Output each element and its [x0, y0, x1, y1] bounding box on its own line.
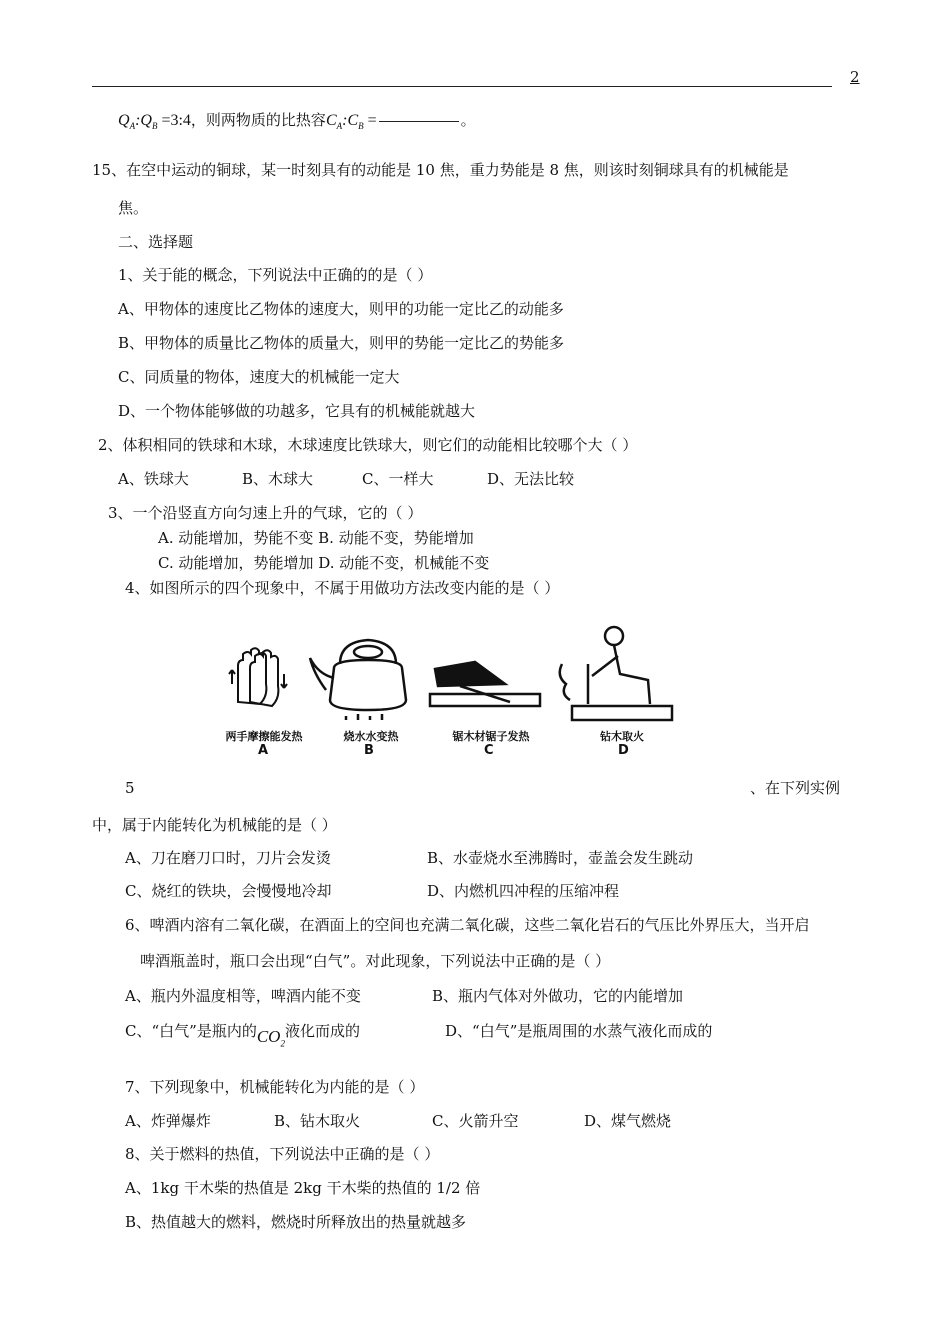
- q2-option-a: A、铁球大: [118, 470, 189, 488]
- question-7: 7、下列现象中，机械能转化为内能的是（ ）: [125, 1078, 425, 1096]
- q6-option-d: D、“白气”是瓶周围的水蒸气液化而成的: [445, 1022, 713, 1040]
- q14-formula: $Q_A:Q_B$ =3:4: [118, 112, 191, 132]
- q7-option-d: D、煤气燃烧: [584, 1112, 672, 1130]
- figure-letter-a: A: [258, 743, 269, 758]
- answer-blank: [379, 121, 459, 122]
- q1-option-c: C、同质量的物体，速度大的机械能一定大: [118, 368, 400, 386]
- section-title: 二、选择题: [118, 233, 194, 251]
- header-rule: [92, 86, 832, 87]
- question-2: 2、体积相同的铁球和木球，木球速度比铁球大，则它们的动能相比较哪个大（ ）: [98, 436, 638, 454]
- figure-illustrations: [210, 624, 690, 729]
- q14-formula-c: $C_A:C_B$ =: [325, 112, 377, 132]
- q3-options-cd: C. 动能增加，势能增加 D. 动能不变，机械能不变: [158, 554, 490, 572]
- question-5-number: 5: [125, 779, 135, 797]
- question-6-cont: 啤酒瓶盖时，瓶口会出现“白气”。对此现象，下列说法中正确的是（ ）: [140, 952, 611, 970]
- q1-option-a: A、甲物体的速度比乙物体的速度大，则甲的功能一定比乙的动能多: [118, 300, 564, 318]
- drilling-wood-icon: [560, 627, 672, 720]
- figure-label-d: 钻木取火: [600, 730, 644, 743]
- page-number: 2: [850, 68, 860, 86]
- q6-option-a: A、瓶内外温度相等，啤酒内能不变: [125, 987, 361, 1005]
- saw-icon: [430, 662, 540, 706]
- q1-option-d: D、一个物体能够做的功越多，它具有的机械能就越大: [118, 402, 476, 420]
- q1-option-b: B、甲物体的质量比乙物体的质量大，则甲的势能一定比乙的势能多: [118, 334, 565, 352]
- q14-tail: $Q_A:Q_B$ =3:4，则两物质的比热容$C_A:C_B$ = 。: [118, 111, 476, 132]
- figure-label-b: 烧水水变热: [343, 730, 399, 743]
- question-6: 6、啤酒内溶有二氧化碳，在酒面上的空间也充满二氧化碳，这些二氧化岩石的气压比外界压大，当开启: [125, 916, 810, 934]
- q5-option-a: A、刀在磨刀口时，刀片会发烫: [125, 849, 331, 867]
- q3-options-ab: A. 动能增加，势能不变 B. 动能不变，势能增加: [158, 529, 474, 547]
- q6-option-b: B、瓶内气体对外做功，它的内能增加: [432, 987, 684, 1005]
- q5-option-d: D、内燃机四冲程的压缩冲程: [427, 882, 620, 900]
- question-5: 中，属于内能转化为机械能的是（ ）: [92, 816, 337, 834]
- q8-option-a: A、1kg 干木柴的热值是 2kg 干木柴的热值的 1/2 倍: [125, 1179, 481, 1197]
- q7-option-b: B、钻木取火: [274, 1112, 361, 1130]
- hands-rubbing-icon: [229, 648, 287, 706]
- question-1: 1、关于能的概念，下列说法中正确的的是（ ）: [118, 266, 433, 284]
- q2-option-d: D、无法比较: [487, 470, 575, 488]
- figure-letter-c: C: [484, 743, 494, 758]
- q2-option-c: C、一样大: [362, 470, 434, 488]
- figure-label-a: 两手摩擦能发热: [225, 730, 303, 743]
- figure-letter-b: B: [364, 743, 374, 758]
- question-8: 8、关于燃料的热值，下列说法中正确的是（ ）: [125, 1145, 440, 1163]
- question-3: 3、一个沿竖直方向匀速上升的气球，它的（ ）: [108, 504, 423, 522]
- kettle-icon: [310, 640, 406, 720]
- q15: 15、在空中运动的铜球，某一时刻具有的动能是 10 焦，重力势能是 8 焦，则该时刻铜球具有的机械能是: [92, 161, 789, 179]
- q2-option-b: B、木球大: [242, 470, 314, 488]
- figure-label-c: 锯木材锯子发热: [452, 730, 530, 743]
- co2-formula: $CO_2$: [256, 1027, 285, 1049]
- q6-option-c: C、“白气”是瓶内的$CO_2$液化而成的: [125, 1022, 360, 1049]
- question-4-figure: [210, 624, 690, 764]
- q5-option-c: C、烧红的铁块，会慢慢地冷却: [125, 882, 332, 900]
- question-5-right: 、在下列实例: [750, 779, 841, 797]
- q15-cont: 焦。: [118, 199, 149, 217]
- q8-option-b: B、热值越大的燃料，燃烧时所释放出的热量就越多: [125, 1213, 467, 1231]
- figure-letter-d: D: [618, 743, 629, 758]
- q5-option-b: B、水壶烧水至沸腾时，壶盖会发生跳动: [427, 849, 694, 867]
- q7-option-a: A、炸弹爆炸: [125, 1112, 211, 1130]
- q7-option-c: C、火箭升空: [432, 1112, 519, 1130]
- question-4: 4、如图所示的四个现象中，不属于用做功方法改变内能的是（ ）: [125, 579, 560, 597]
